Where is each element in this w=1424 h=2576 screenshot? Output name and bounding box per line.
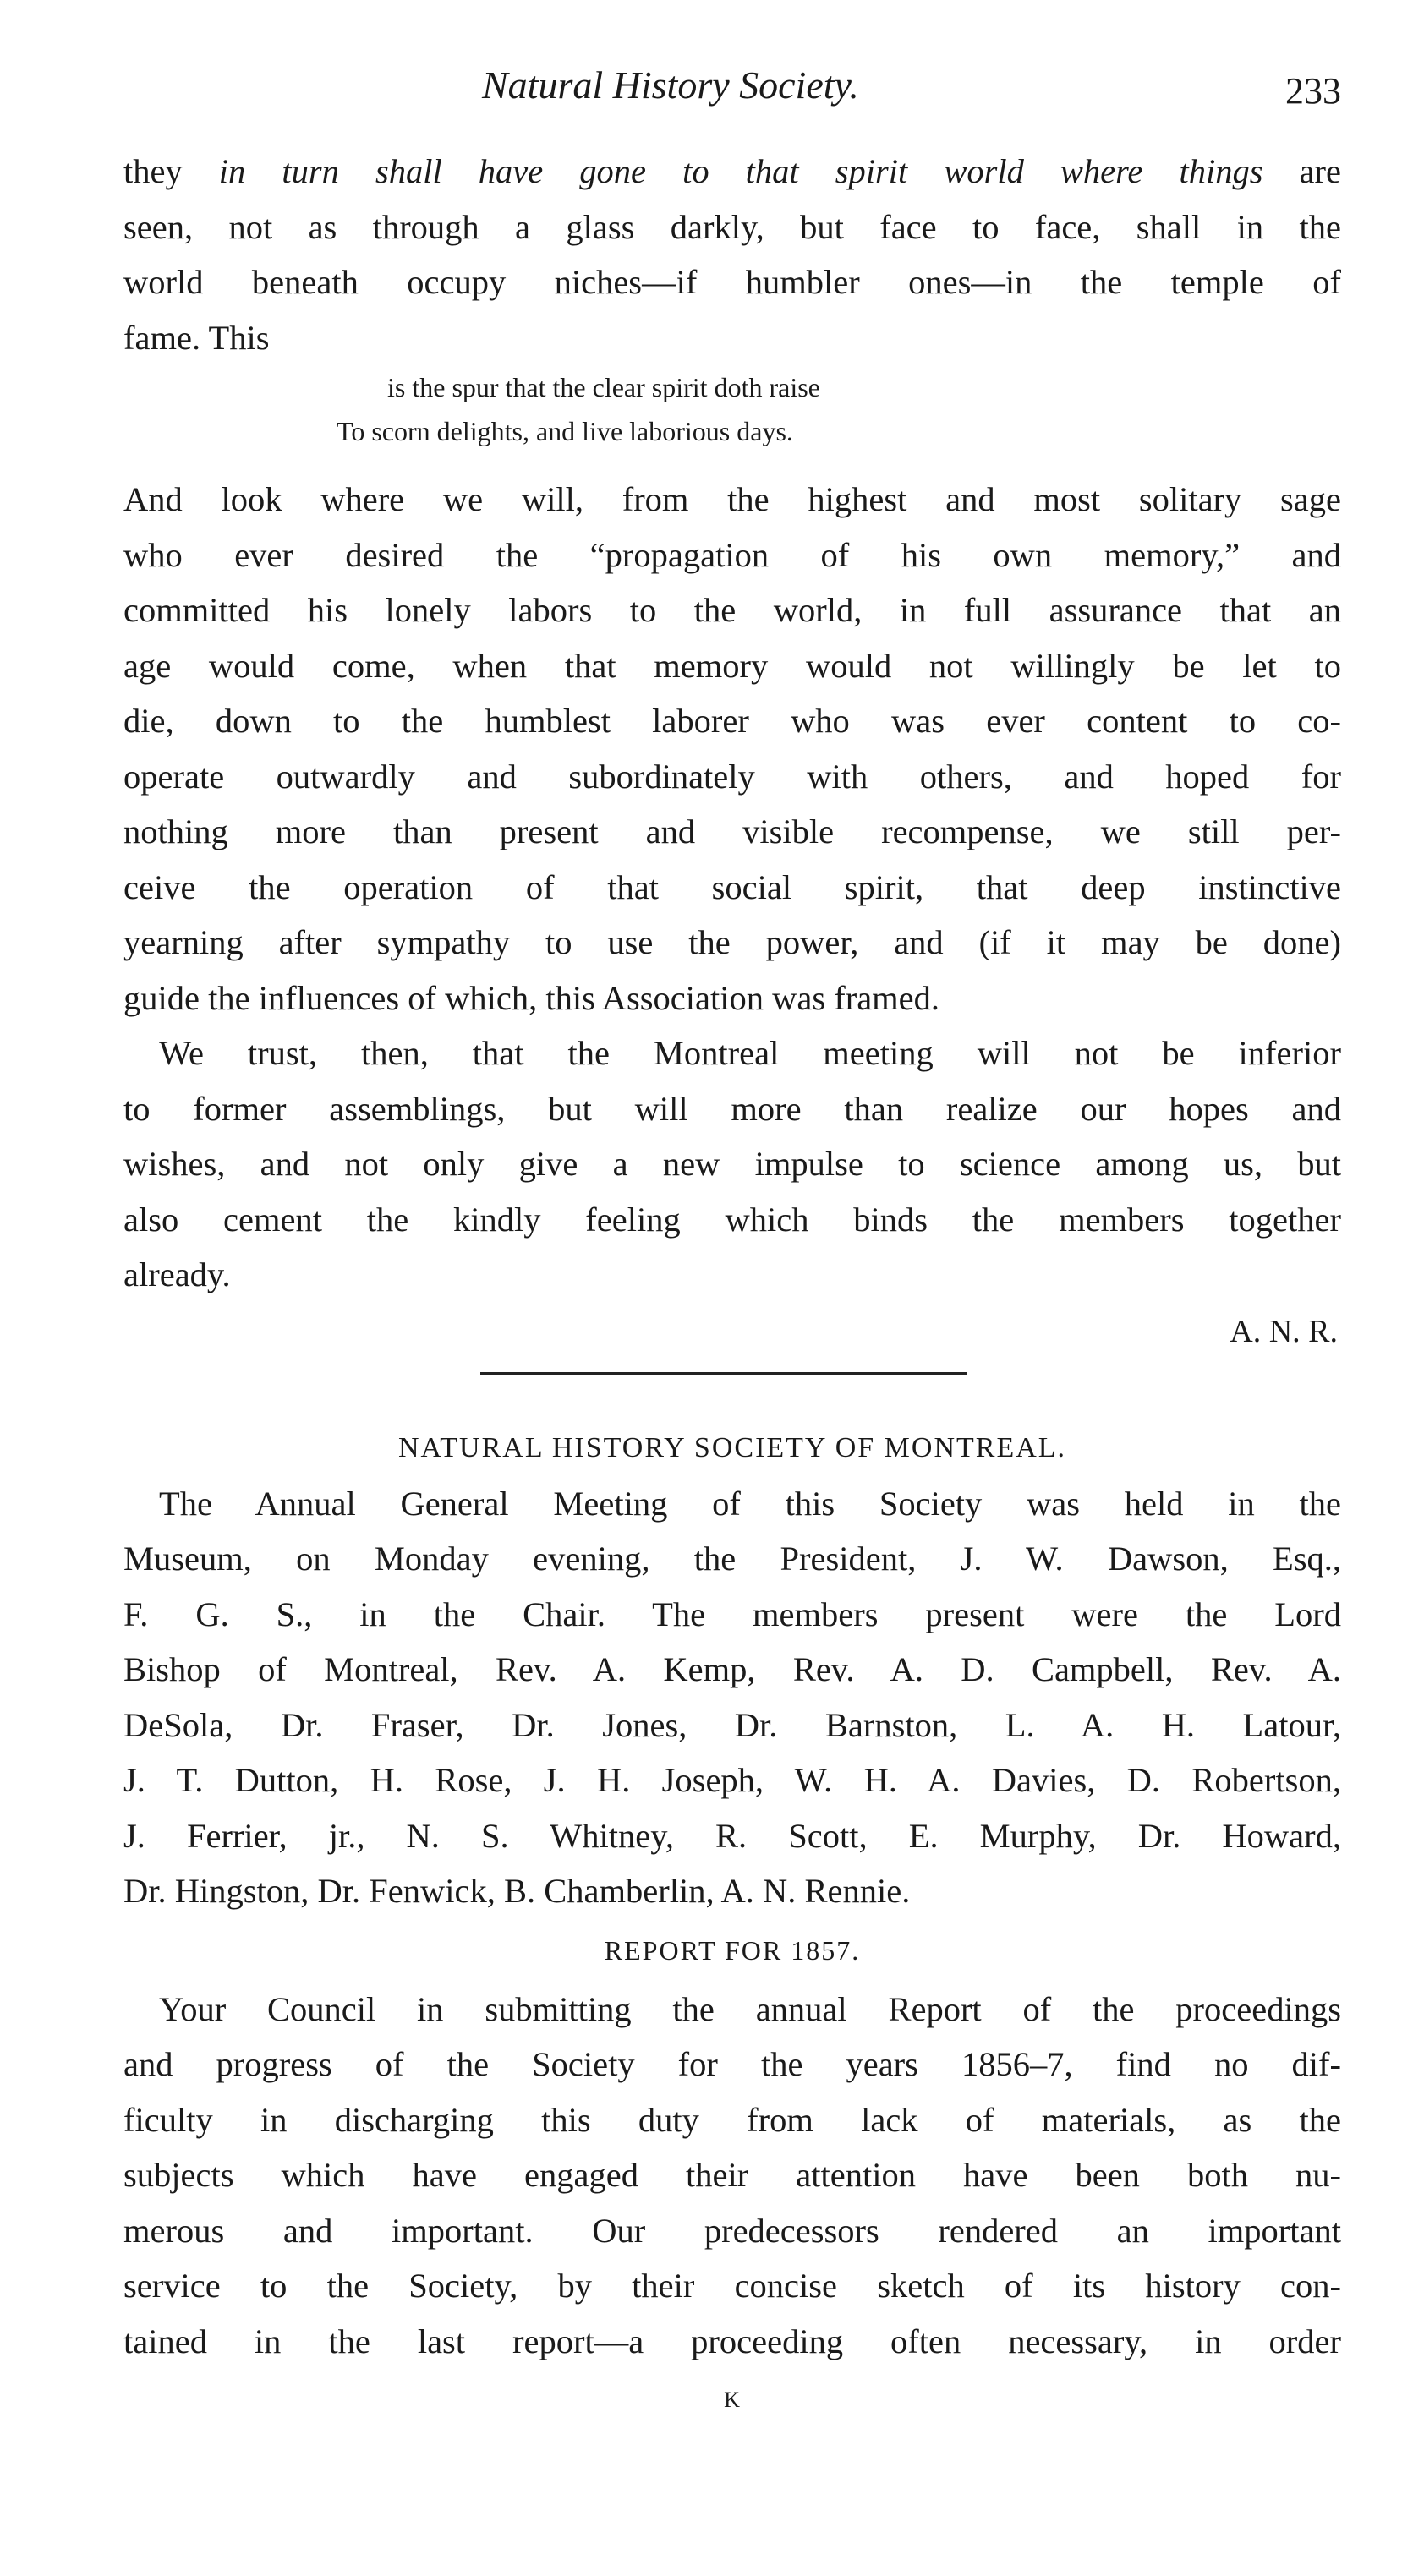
text-line: operate outwardly and subordinately with others, and hoped for: [123, 757, 1341, 796]
text-line: J. Ferrier, jr., N. S. Whitney, R. Scott, E. Murphy, Dr. Howard,: [123, 1816, 1341, 1855]
text-line: nothing more than present and visible recompense, we still per-: [123, 812, 1341, 850]
text-line: yearning after sympathy to use the power, and (if it may be done): [123, 923, 1341, 961]
book-page: [123, 51, 1341, 2413]
text-line: service to the Society, by their concise sketch of its history con-: [123, 2267, 1341, 2305]
text-line: Bishop of Montreal, Rev. A. Kemp, Rev. A. D. Campbell, Rev. A.: [123, 1650, 1341, 1688]
running-head: [123, 51, 1341, 144]
text-line: and progress of the Society for the years 1856–7, find no dif-: [123, 2045, 1341, 2083]
paragraph-annual-meeting: [123, 1476, 1341, 1919]
text-line: subjects which have engaged their attention have been both nu-: [123, 2156, 1341, 2194]
text-line: die, down to the humblest laborer who was ever content to co-: [123, 702, 1341, 740]
text-line: DeSola, Dr. Fraser, Dr. Jones, Dr. Barnston, L. A. H. Latour,: [123, 1705, 1341, 1744]
paragraph-montreal-meeting: [123, 1025, 1341, 1303]
text-line: ficulty in discharging this duty from lack of materials, as the: [123, 2100, 1341, 2139]
text-line: We trust, then, that the Montreal meeting will not be inferior: [159, 1034, 1341, 1072]
text-line: merous and important. Our predecessors rendered an important: [123, 2211, 1341, 2250]
text-line: fame. This: [123, 318, 270, 357]
text-line: The Annual General Meeting of this Society was held in the: [159, 1484, 1341, 1523]
text-line: age would come, when that memory would not willingly be let to: [123, 646, 1341, 685]
paragraph-report: [123, 1982, 1341, 2370]
paragraph-association: [123, 472, 1341, 1025]
report-heading: REPORT FOR 1857.: [604, 1934, 861, 1966]
line-text-italic: in turn shall have gone to that spirit world where things: [218, 152, 1263, 190]
text-line: And look where we will, from the highest and most solitary sage: [123, 480, 1341, 518]
text-line: ceive the operation of that social spirit, that deep instinctive: [123, 867, 1341, 906]
paragraph-continued: [123, 144, 1341, 365]
text-line: F. G. S., in the Chair. The members present were the Lord: [123, 1594, 1341, 1633]
author-initials: A. N. R.: [1230, 1313, 1338, 1349]
text-line: world beneath occupy niches—if humbler ones—in the temple of: [123, 263, 1341, 301]
text-line: Museum, on Monday evening, the President, J. W. Dawson, Esq.,: [123, 1540, 1341, 1578]
text-line: seen, not as through a glass darkly, but face to face, shall in the: [123, 207, 1341, 246]
line-text: they: [123, 152, 219, 190]
quote-line: is the spur that the clear spirit doth raise: [387, 372, 820, 402]
printer-signature-mark: K: [724, 2387, 741, 2412]
text-line: Your Council in submitting the annual Report of the proceedings: [159, 1989, 1341, 2028]
section-heading: NATURAL HISTORY SOCIETY OF MONTREAL.: [397, 1431, 1067, 1463]
text-line: also cement the kindly feeling which binds the members together: [123, 1200, 1341, 1239]
text-line: committed his lonely labors to the world, in full assurance that an: [123, 591, 1341, 629]
verse-quote: [123, 365, 1341, 453]
running-title: Natural History Society.: [482, 63, 859, 107]
page-number: 233: [1285, 70, 1341, 112]
text-line: who ever desired the “propagation of his own memory,” and: [123, 535, 1341, 574]
text-line: [123, 144, 1341, 200]
text-line: to former assemblings, but will more than realize our hopes and: [123, 1089, 1341, 1128]
text-line: J. T. Dutton, H. Rose, J. H. Joseph, W. H. A. Davies, D. Robertson,: [123, 1761, 1341, 1799]
text-line: Dr. Hingston, Dr. Fenwick, B. Chamberlin, A. N. Rennie.: [123, 1872, 911, 1910]
line-text: are: [1262, 152, 1341, 190]
text-line: wishes, and not only give a new impulse to science among us, but: [123, 1145, 1341, 1183]
section-divider: [480, 1372, 967, 1375]
text-line: guide the influences of which, this Association was framed.: [123, 978, 940, 1017]
text-line: tained in the last report—a proceeding often necessary, in order: [123, 2322, 1341, 2360]
quote-line: To scorn delights, and live laborious days.: [337, 416, 793, 446]
text-line: already.: [123, 1255, 231, 1293]
